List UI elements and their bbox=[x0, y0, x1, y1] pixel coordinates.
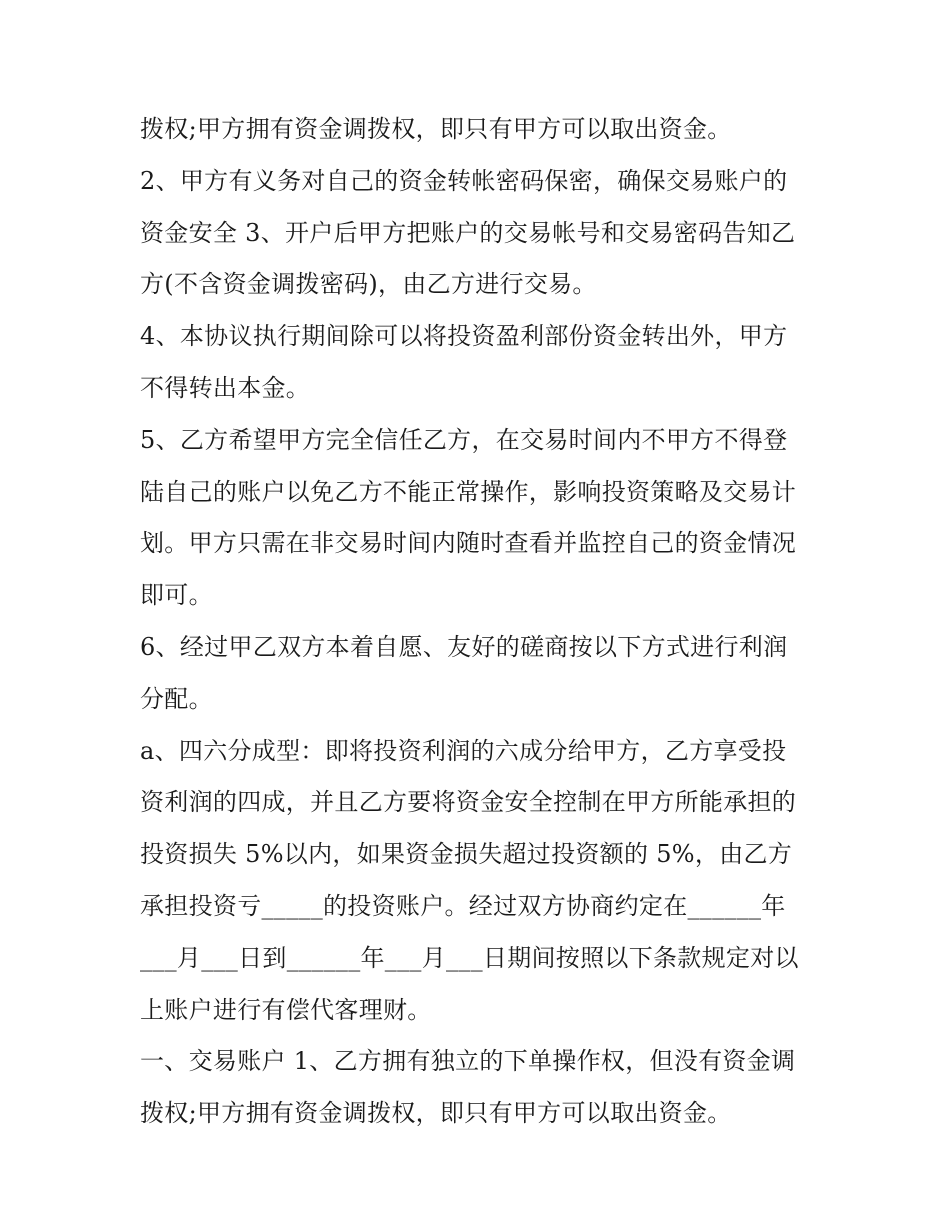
text-line: 分配。 bbox=[140, 684, 213, 713]
text-line: 不得转出本金。 bbox=[140, 373, 311, 402]
text-line: 一、交易账户 1、乙方拥有独立的下单操作权，但没有资金调 bbox=[140, 1047, 796, 1076]
document-body bbox=[140, 104, 815, 1140]
text-line: 投资损失 5%以内，如果资金损失超过投资额的 5%，由乙方 bbox=[140, 840, 793, 869]
text-line: 承担投资亏_____的投资账户。经过双方协商约定在______年 bbox=[140, 891, 786, 920]
text-line: 陆自己的账户以免乙方不能正常操作，影响投资策略及交易计 bbox=[140, 477, 797, 506]
text-line: 方(不含资金调拨密码)，由乙方进行交易。 bbox=[140, 270, 597, 299]
text-line: 5、乙方希望甲方完全信任乙方，在交易时间内不甲方不得登 bbox=[140, 425, 788, 454]
text-line: 6、经过甲乙双方本着自愿、友好的磋商按以下方式进行利润 bbox=[140, 632, 788, 661]
text-line: 资利润的四成，并且乙方要将资金安全控制在甲方所能承担的 bbox=[140, 788, 797, 817]
text-line: ___月___日到______年___月___日期间按照以下条款规定对以 bbox=[140, 943, 799, 972]
text-line: 2、甲方有义务对自己的资金转帐密码保密，确保交易账户的 bbox=[140, 166, 788, 195]
text-line: 即可。 bbox=[140, 581, 213, 610]
text-line: 资金安全 3、开户后甲方把账户的交易帐号和交易密码告知乙 bbox=[140, 218, 796, 247]
text-line: 4、本协议执行期间除可以将投资盈利部份资金转出外，甲方 bbox=[140, 322, 788, 351]
text-line: 上账户进行有偿代客理财。 bbox=[140, 995, 432, 1024]
text-line: 拨权;甲方拥有资金调拨权，即只有甲方可以取出资金。 bbox=[140, 115, 732, 143]
text-line: 划。甲方只需在非交易时间内随时查看并监控自己的资金情况 bbox=[140, 529, 797, 558]
text-line: a、四六分成型：即将投资利润的六成分给甲方，乙方享受投 bbox=[140, 736, 787, 765]
text-line: 拨权;甲方拥有资金调拨权，即只有甲方可以取出资金。 bbox=[140, 1099, 732, 1128]
